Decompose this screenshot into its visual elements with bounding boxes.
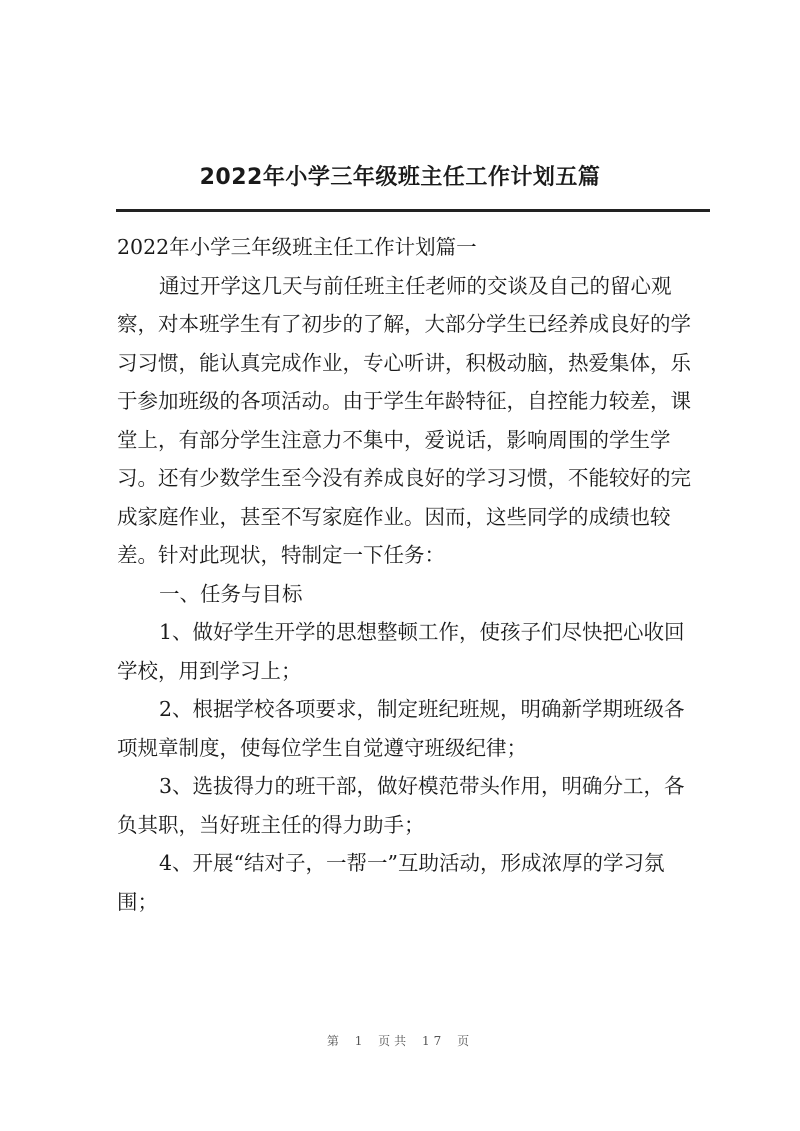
list-item: 3、选拔得力的班干部，做好模范带头作用，明确分工，各 (159, 774, 685, 798)
paragraph-line: 习习惯，能认真完成作业，专心听讲，积极动脑，热爱集体，乐 (117, 350, 691, 375)
list-item: 4、开展“结对子，一帮一”互助活动，形成浓厚的学习氛 (159, 851, 665, 875)
document-body (117, 228, 695, 921)
title-divider (116, 209, 710, 212)
paragraph-line: 于参加班级的各项活动。由于学生年龄特征，自控能力较差，课 (117, 389, 691, 413)
paragraph-line: 成家庭作业，甚至不写家庭作业。因而，这些同学的成绩也较 (117, 504, 671, 529)
paragraph-line: 习。还有少数学生至今没有养成良好的学习习惯，不能较好的完 (117, 466, 691, 490)
footer-label-page: 第 (326, 1034, 343, 1048)
list-item: 2、根据学校各项要求，制定班纪班规，明确新学期班级各 (159, 697, 685, 721)
list-item-continuation: 项规章制度，使每位学生自觉遵守班级纪律； (117, 735, 527, 760)
paragraph-line: 通过开学这几天与前任班主任老师的交谈及自己的留心观 (159, 273, 672, 298)
document-title: 2022年小学三年级班主任工作计划五篇 (199, 165, 601, 190)
list-item: 1、做好学生开学的思想整顿工作，使孩子们尽快把心收回 (159, 620, 685, 644)
paragraph-line: 察，对本班学生有了初步的了解，大部分学生已经养成良好的学 (117, 312, 691, 336)
heading-line: 2022年小学三年级班主任工作计划篇一 (117, 235, 477, 259)
section-heading: 一、任务与目标 (159, 581, 303, 606)
total-page-count: 17 (422, 1034, 446, 1048)
list-item-continuation: 负其职，当好班主任的得力助手； (117, 812, 425, 837)
list-item-continuation: 学校，用到学习上； (117, 658, 302, 683)
footer-label-end: 页 (457, 1034, 474, 1048)
list-item-continuation: 围； (117, 889, 158, 914)
page-footer (0, 1032, 800, 1049)
footer-label-of: 页共 (378, 1034, 411, 1048)
paragraph-line: 差。针对此现状，特制定一下任务： (117, 543, 445, 567)
current-page-number: 1 (354, 1034, 367, 1048)
paragraph-line: 堂上，有部分学生注意力不集中，爱说话，影响周围的学生学 (117, 427, 671, 452)
